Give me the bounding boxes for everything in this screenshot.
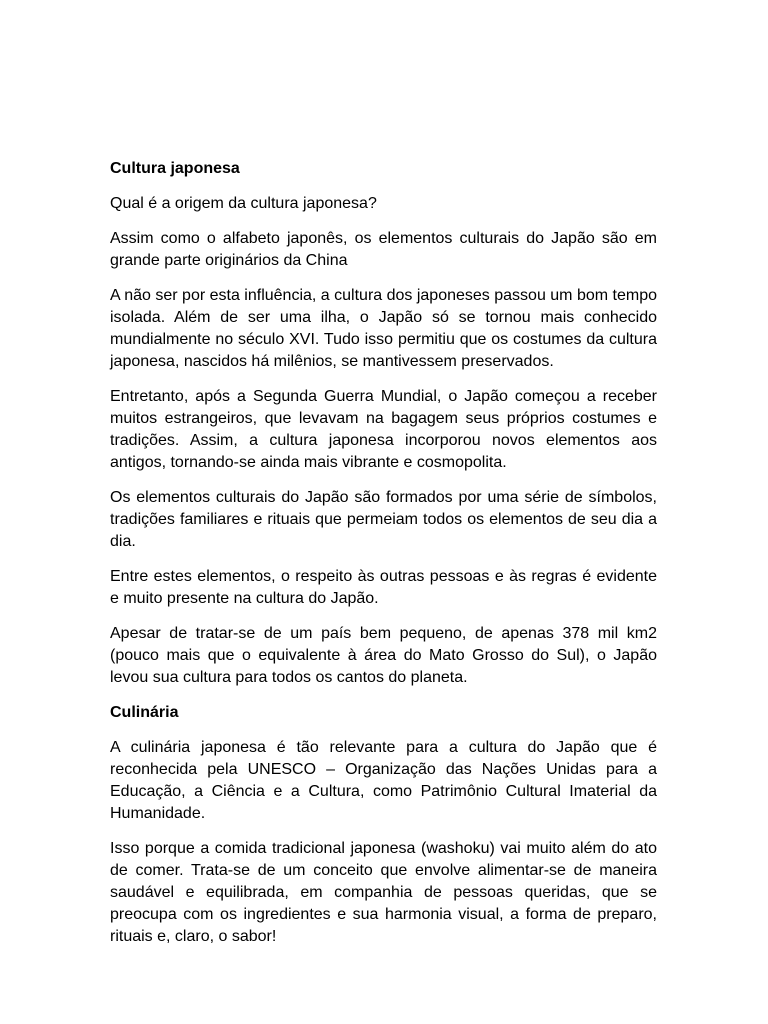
paragraph-origin: Assim como o alfabeto japonês, os elementos culturais do Japão são em grande parte originários da China xyxy=(110,230,657,269)
paragraph-unesco: A culinária japonesa é tão relevante para a cultura do Japão que é reconhecida pela UNESCO – Organização das Nações Unidas para a Educação, a Ciência e a Cultura, como Patrimônio Cultural Imaterial da Humanidade. xyxy=(110,739,657,822)
section-heading-culinaria: Culinária xyxy=(110,704,179,721)
question-line: Qual é a origem da cultura japonesa? xyxy=(110,195,377,212)
paragraph-washoku: Isso porque a comida tradicional japonesa (washoku) vai muito além do ato de comer. Trata-se de um conceito que envolve alimentar-se de maneira saudável e equilibrada, em companhia de pessoas queridas, que se preocupa com os ingredientes e sua harmonia visual, a forma de preparo, rituais e, claro, o sabor! xyxy=(110,840,657,945)
paragraph-elements: Os elementos culturais do Japão são formados por uma série de símbolos, tradições familiares e rituais que permeiam todos os elementos de seu dia a dia. xyxy=(110,489,657,550)
paragraph-postwar: Entretanto, após a Segunda Guerra Mundial, o Japão começou a receber muitos estrangeiros, que levavam na bagagem seus próprios costumes e tradições. Assim, a cultura japonesa incorporou novos elementos aos antigos, tornando-se ainda mais vibrante e cosmopolita. xyxy=(110,388,657,471)
paragraph-respect: Entre estes elementos, o respeito às outras pessoas e às regras é evidente e muito presente na cultura do Japão. xyxy=(110,568,657,607)
paragraph-size: Apesar de tratar-se de um país bem pequeno, de apenas 378 mil km2 (pouco mais que o equivalente à área do Mato Grosso do Sul), o Japão levou sua cultura para todos os cantos do planeta. xyxy=(110,625,657,686)
document-title: Cultura japonesa xyxy=(110,160,240,177)
paragraph-isolation: A não ser por esta influência, a cultura dos japoneses passou um bom tempo isolada. Além de ser uma ilha, o Japão só se tornou mais conhecido mundialmente no século XVI. Tudo isso permitiu que os costumes da cultura japonesa, nascidos há milênios, se mantivessem preservados. xyxy=(110,287,657,370)
document-page xyxy=(110,158,657,961)
